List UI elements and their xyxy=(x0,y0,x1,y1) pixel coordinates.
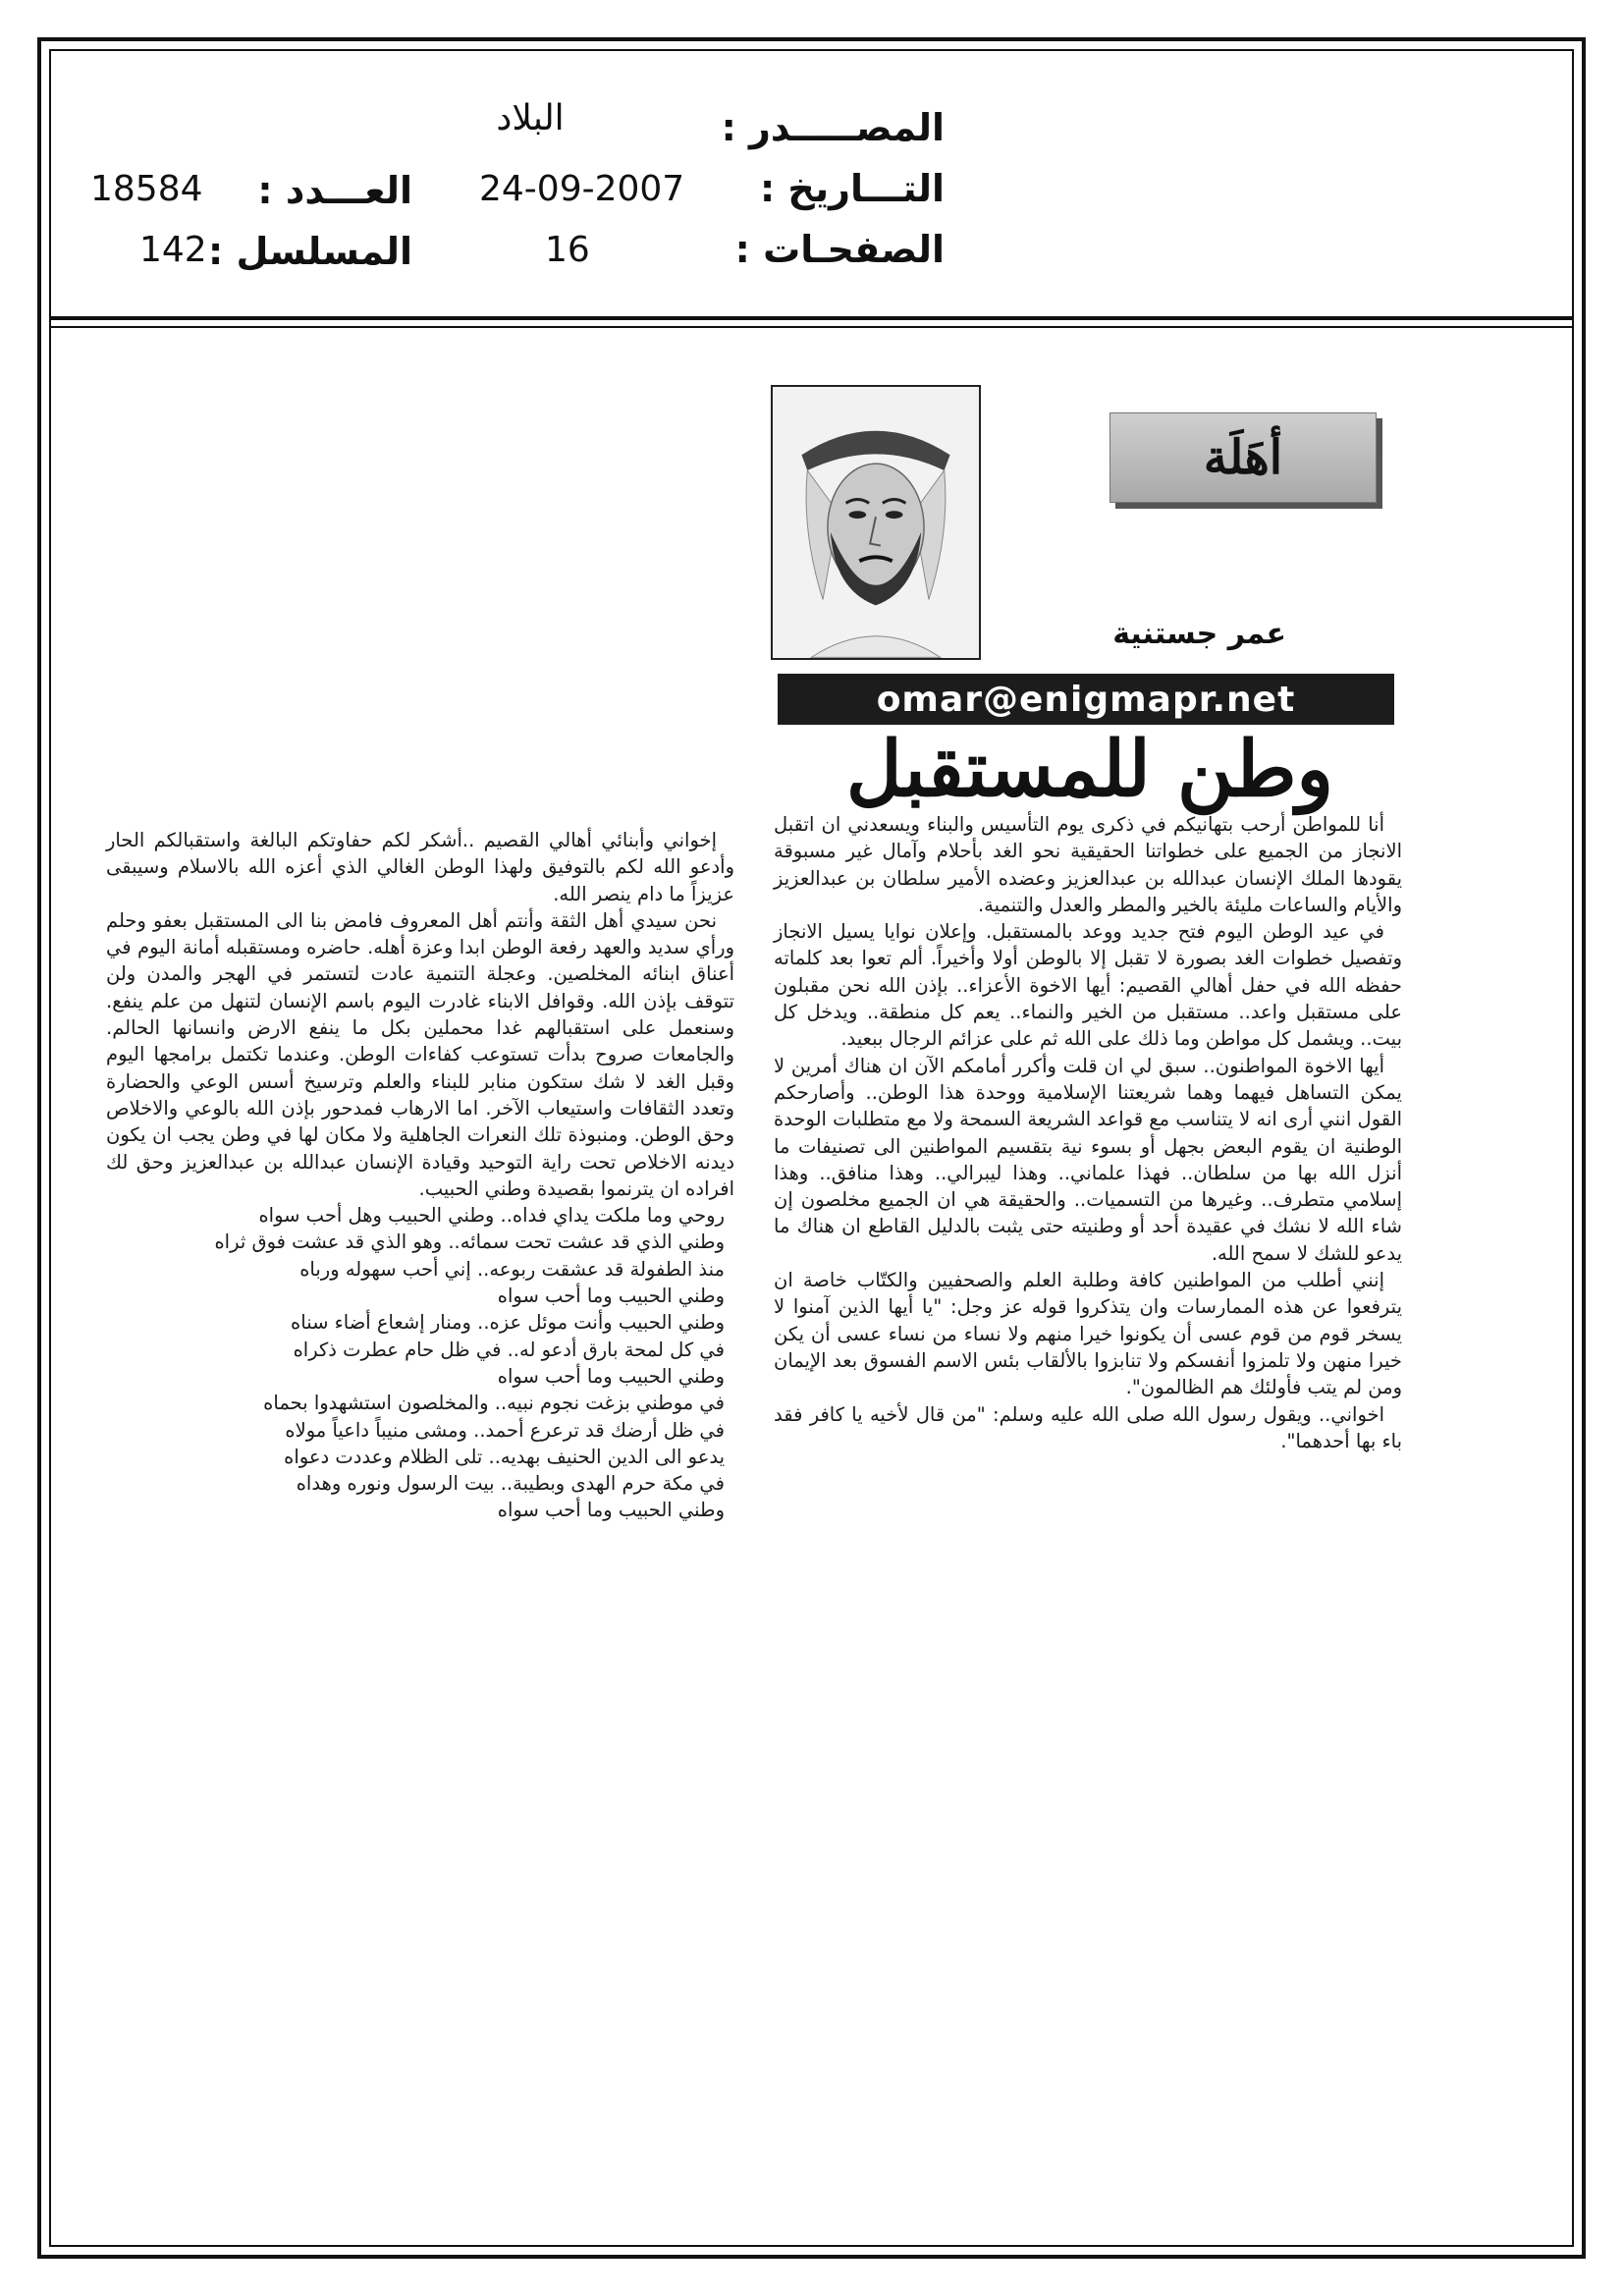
column-name-banner xyxy=(1109,412,1377,503)
poem-line: وطني الحبيب وما أحب سواه xyxy=(497,1499,725,1522)
poem-line: وطني الحبيب وما أحب سواه xyxy=(497,1285,725,1308)
article-paragraph: أنا للمواطن أرحب بتهانيكم في ذكرى يوم التأسيس والبناء ويسعدني ان اتقبل الانجاز من الجميع على خطواتنا الحقيقية نحو الغد بأحلام وآمال غير مسبوقة يقودها الملك الإنسان عبدالله بن عبدالعزيز وعضده الأمير سلطان بن عبدالعزيز والأيام والساعات مليئة بالخير والمطر والعدل والتنمية. xyxy=(774,813,1402,916)
poem-line: في ظل أرضك قد ترعرع أحمد.. ومشى منيباً داعياً مولاه xyxy=(285,1418,725,1442)
author-portrait-icon xyxy=(773,387,979,658)
poem-line: وطني الحبيب وأنت موئل عزه.. ومنار إشعاع أضاء سناه xyxy=(291,1311,725,1335)
article-paragraph: إخواني وأبنائي أهالي القصيم ..أشكر لكم حفاوتكم البالغة واستقبالكم الحار وأدعو الله لكم بالتوفيق ولهذا الوطن الغالي الذي أعزه الله بالاسلام وسيبقى عزيزاً ما دام ينصر الله. xyxy=(106,829,734,905)
poem-line: وطني الذي قد عشت تحت سمائه.. وهو الذي قد عشت فوق ثراه xyxy=(214,1230,725,1254)
article-paragraph: اخواني.. ويقول رسول الله صلى الله عليه وسلم: "من قال لأخيه يا كافر فقد باء بها أحدهما". xyxy=(774,1402,1402,1452)
serial-value: 142 xyxy=(139,230,207,270)
article-right-column xyxy=(774,811,1402,1454)
poem-line: في كل لمحة بارق أدعو له.. في ظل حام عطرت ذكراه xyxy=(293,1338,725,1361)
author-name: عمر جستنية xyxy=(1112,617,1286,651)
article-paragraph: أيها الاخوة المواطنون.. سبق لي ان قلت وأكرر أمامكم الآن ان هناك أمرين لا يمكن التساهل فيهما وهما شريعتنا الإسلامية ووحدة هذا الوطن.. وأصارحكم القول انني أرى انه لا يتناسب مع قواعد الشريعة السمحة ولا مع متطلبات الوحدة الوطنية ان يقوم البعض بجهل أو بسوء نية بتقسيم المواطنين الى تصنيفات ما أنزل الله بها من سلطان.. فهذا علماني.. وهذا ليبرالي.. وهذا منافق.. وهذا إسلامي متطرف.. وغيرها من التسميات.. والحقيقة هي ان الجميع مخلصون إن شاء الله لا نشك في عقيدة أحد أو وطنيته حتى يثبت بالدليل القاطع ان هناك ما يدعو للشك لا سمح الله. xyxy=(774,1054,1402,1265)
column-name: أهَلَة xyxy=(1203,430,1283,485)
article-paragraph: نحن سيدي أهل الثقة وأنتم أهل المعروف فامض بنا الى المستقبل بعفو وحلم ورأي سديد والعهد رفعة الوطن ابدا وعزة أهله. حاضره ومستقبله أمانة اليوم في أعناق ابنائه المخلصين. وعجلة التنمية عادت لتستمر في الهجر والمدن ولن تتوقف بإذن الله. وقوافل الابناء غادرت اليوم باسم الإنسان لتنهل من علم ينفع. وسنعمل على استقبالهم غدا محملين بكل ما ينفع الارض وانسانها الحالم. والجامعات صروح بدأت تستوعب كفاءات الوطن. وعندما تكتمل برامجها اليوم وقبل الغد لا شك ستكون منابر للبناء والعلم وترسيخ أسس الوعي والحضارة وتعدد الثقافات واستيعاب الآخر. اما الارهاب فمدحور بإذن الله بالوعي والاخلاص وحق الوطن. ومنبوذة تلك النعرات الجاهلية ولا مكان لها في وطن يجب ان يكون ديدنه الاخلاص تحت راية التوحيد وقيادة الإنسان عبدالله بن عبدالعزيز وحق لك افراده ان يترنموا بقصيدة وطني الحبيب. xyxy=(106,908,734,1200)
poem-line: روحي وما ملكت يداي فداه.. وطني الحبيب وهل أحب سواه xyxy=(258,1204,725,1228)
article-paragraph: في عيد الوطن اليوم فتح جديد ووعد بالمستقبل. وإعلان نوايا يسيل الانجاز وتفصيل خطوات الغد بصورة لا تقبل إلا بالوطن أولا وأخيراً. ألم تعوا بعد كلماته حفظه الله في حفل أهالي القصيم: أيها الاخوة الأعزاء.. بإذن الله نحن مقبلون على مستقبل واعد.. مستقبل من الخير والنماء.. يعم كل منطقة.. ويدخل كل بيت.. ويشمل كل مواطن وما ذلك على الله ثم على عزائم الرجال ببعيد. xyxy=(774,920,1402,1051)
email-text: omar@enigmapr.net xyxy=(876,679,1296,720)
article-left-column xyxy=(106,827,734,1524)
poem-line: في مكة حرم الهدى وبطيبة.. بيت الرسول ونوره وهداه xyxy=(296,1472,725,1496)
article-headline: وطن للمستقبل xyxy=(845,725,1334,814)
author-email xyxy=(778,674,1394,725)
poem-line: وطني الحبيب وما أحب سواه xyxy=(497,1364,725,1388)
source-value: البلاد xyxy=(496,98,565,138)
pages-value: 16 xyxy=(545,230,590,270)
issue-label: العـــدد : xyxy=(257,169,412,212)
header-divider xyxy=(49,316,1574,328)
date-value: 24-09-2007 xyxy=(479,169,685,209)
poem-line: في موطني بزغت نجوم نبيه.. والمخلصون استشهدوا بحماه xyxy=(263,1392,725,1415)
poem-line: منذ الطفولة قد عشقت ربوعه.. إني أحب سهوله ورباه xyxy=(299,1257,725,1281)
poem-line: يدعو الى الدين الحنيف بهديه.. تلى الظلام وعددت دعواه xyxy=(284,1445,725,1468)
source-label: المصـــــدر : xyxy=(721,106,945,149)
author-photo xyxy=(771,385,981,660)
serial-label: المسلسل : xyxy=(208,230,412,273)
date-label: التـــاريخ : xyxy=(760,167,945,210)
issue-value: 18584 xyxy=(90,169,203,209)
article-paragraph: إنني أطلب من المواطنين كافة وطلبة العلم والصحفيين والكتّاب خاصة ان يترفعوا عن هذه الممارسات وان يتذكروا قوله عز وجل: "يا أيها الذين آمنوا لا يسخر قوم من قوم عسى أن يكونوا خيرا منهم ولا نساء من نساء عسى أن يكن خيرا منهن ولا تلمزوا أنفسكم ولا تنابزوا بالألقاب بئس الاسم الفسوق بعد الإيمان ومن لم يتب فأولئك هم الظالمون". xyxy=(774,1269,1402,1399)
pages-label: الصفحـات : xyxy=(734,228,945,271)
